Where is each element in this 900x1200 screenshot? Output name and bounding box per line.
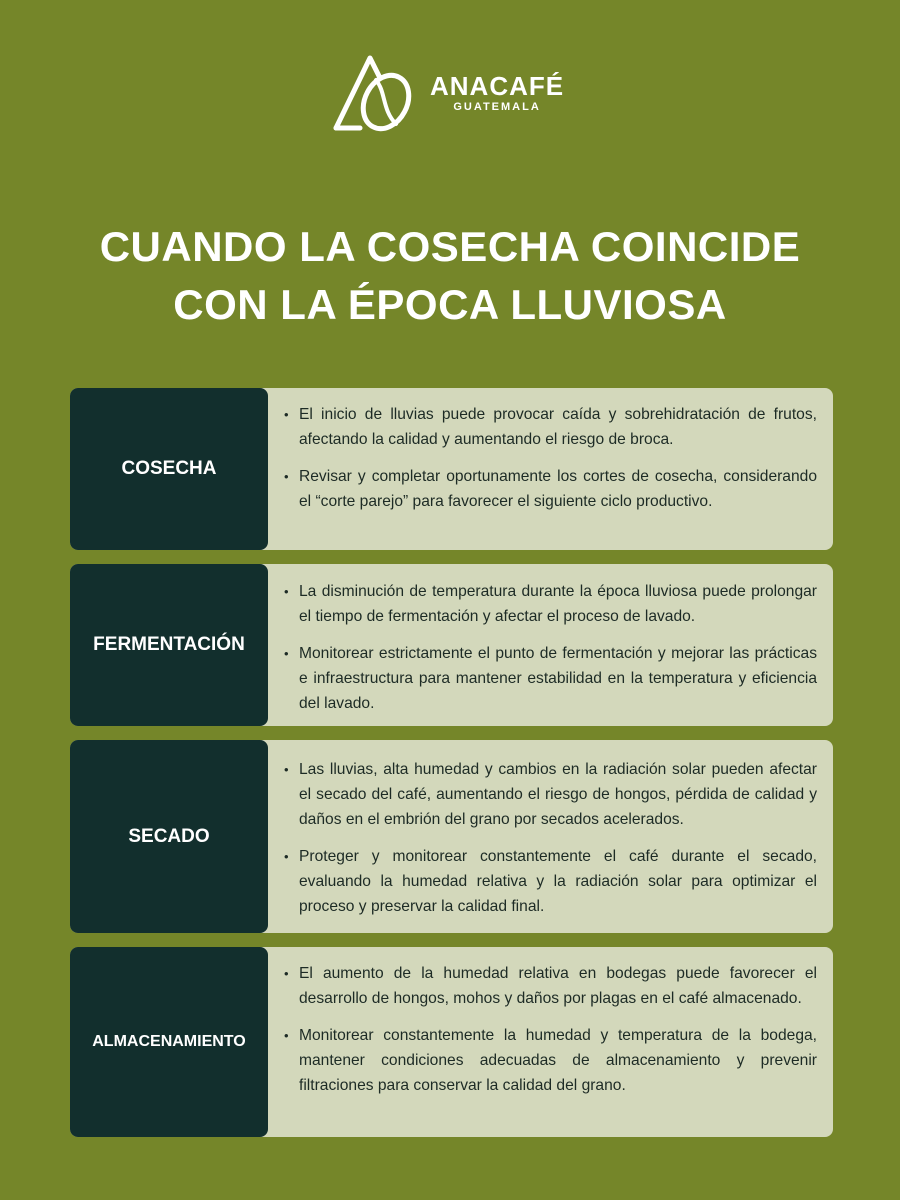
page-title-line-2: CON LA ÉPOCA LLUVIOSA [173, 281, 727, 328]
page-title [0, 218, 900, 334]
logo-brand: ANACAFÉ [430, 71, 565, 101]
bullet-dot: • [284, 966, 289, 981]
list-item [283, 641, 817, 716]
bullet-text: Las lluvias, alta humedad y cambios en la radiación solar pueden afectar el secado del café, aumentando el riesgo de hongos, pérdida de calidad y daños en el embrión del grano por secados acelerados. [299, 761, 817, 828]
section-label-almacenamiento: ALMACENAMIENTO [70, 947, 268, 1137]
anacafe-logo [330, 52, 564, 134]
bullet-list-almacenamiento [283, 961, 817, 1098]
bullet-text: La disminución de temperatura durante la época lluviosa puede prolongar el tiempo de fermentación y afectar el proceso de lavado. [299, 583, 817, 625]
bullet-text: Monitorear estrictamente el punto de fermentación y mejorar las prácticas e infraestructura para mantener estabilidad en la temperatura y eficiencia del lavado. [299, 645, 817, 712]
list-item [283, 844, 817, 919]
bullet-dot: • [284, 849, 289, 864]
bullet-text: Monitorear constantemente la humedad y temperatura de la bodega, mantener condiciones adecuadas de almacenamiento y prevenir filtraciones para conservar la calidad del grano. [299, 1027, 817, 1094]
section-label-cosecha: COSECHA [70, 388, 268, 550]
bullet-text: El inicio de lluvias puede provocar caída y sobrehidratación de frutos, afectando la calidad y aumentando el riesgo de broca. [299, 406, 817, 448]
section-label-secado: SECADO [70, 740, 268, 933]
section-cosecha [70, 388, 833, 550]
list-item [283, 757, 817, 832]
bullet-dot: • [284, 469, 289, 484]
section-fermentacion [70, 564, 833, 726]
list-item [283, 402, 817, 452]
bullet-text: Proteger y monitorear constantemente el café durante el secado, evaluando la humedad relativa y la radiación solar para optimizar el proceso y preservar la calidad final. [299, 848, 817, 915]
list-item [283, 579, 817, 629]
list-item [283, 464, 817, 514]
bullet-text: El aumento de la humedad relativa en bodegas puede favorecer el desarrollo de hongos, mohos y daños por plagas en el café almacenado. [299, 965, 817, 1007]
list-item [283, 961, 817, 1011]
bullet-list-secado [283, 757, 817, 919]
mountain-coffee-bean-icon [330, 52, 416, 134]
logo-country: GUATEMALA [453, 101, 541, 113]
section-secado [70, 740, 833, 933]
page-title-line-1: CUANDO LA COSECHA COINCIDE [99, 223, 801, 270]
bullet-dot: • [284, 1028, 289, 1043]
section-label-fermentacion: FERMENTACIÓN [70, 564, 268, 726]
bullet-dot: • [284, 584, 289, 599]
section-almacenamiento [70, 947, 833, 1137]
bullet-text: Revisar y completar oportunamente los cortes de cosecha, considerando el “corte parejo” para favorecer el siguiente ciclo productivo. [299, 468, 817, 510]
bullet-dot: • [284, 646, 289, 661]
bullet-dot: • [284, 762, 289, 777]
bullet-list-cosecha [283, 402, 817, 514]
bullet-dot: • [284, 407, 289, 422]
bullet-list-fermentacion [283, 579, 817, 716]
list-item [283, 1023, 817, 1098]
